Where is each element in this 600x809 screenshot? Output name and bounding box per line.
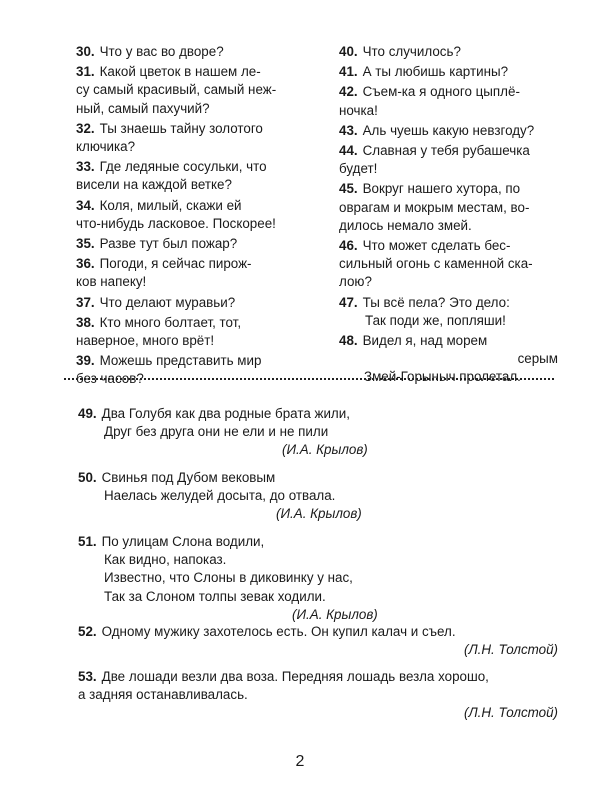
item-number: 34.: [76, 197, 95, 213]
item-text: лою?: [339, 274, 372, 290]
item-number: 39.: [76, 353, 95, 369]
item-number: 52.: [78, 624, 97, 639]
sentence-50: [78, 469, 564, 524]
sentence-35: [76, 235, 298, 253]
item-text: Так за Слоном толпы зевак ходили.: [104, 588, 326, 604]
item-number: 37.: [76, 294, 95, 310]
item-number: 36.: [76, 256, 95, 272]
item-text: Вокруг нашего хутора, по: [362, 181, 521, 197]
sentence-45: [339, 180, 565, 235]
item-text: Что у вас во дворе?: [99, 44, 224, 59]
item-text: ков напеку!: [76, 274, 147, 290]
item-text: Съем-ка я одного цыплё-: [362, 84, 520, 100]
sentence-43: [339, 122, 565, 140]
item-text: Погоди, я сейчас пирож-: [99, 256, 252, 272]
item-text: сильный огонь с каменной ска-: [339, 256, 533, 272]
item-number: 30.: [76, 44, 95, 59]
item-number: 44.: [339, 143, 358, 159]
item-text: что-нибудь ласковое. Поскорее!: [76, 215, 276, 231]
item-text: ночка!: [339, 102, 378, 118]
item-text: Одному мужику захотелось есть. Он купил калач и съел.: [101, 624, 456, 639]
item-text: Наелась желудей досыта, до отвала.: [104, 488, 336, 504]
item-text: дилось немало змей.: [339, 217, 472, 233]
sentence-31: [76, 63, 298, 118]
sentence-30: [76, 43, 298, 61]
author-attribution: (И.А. Крылов): [282, 442, 368, 458]
author-attribution: (Л.Н. Толстой): [464, 642, 558, 658]
sentence-53: [78, 668, 564, 723]
item-text: Видел я, над морем: [362, 333, 488, 349]
item-text: Что может сделать бес-: [362, 238, 511, 254]
item-text: Ты знаешь тайну золотого: [99, 120, 263, 136]
item-text: Известно, что Слоны в диковинку у нас,: [104, 570, 353, 586]
item-text: без часов?: [76, 371, 144, 387]
item-text: Свинья под Дубом вековым: [101, 470, 276, 485]
item-text: а задняя останавливалась.: [78, 687, 248, 703]
left-column: [76, 43, 298, 391]
item-number: 47.: [339, 294, 358, 310]
item-text: Кто много болтает, тот,: [99, 314, 242, 330]
author-attribution: (И.А. Крылов): [276, 506, 362, 522]
item-number: 48.: [339, 333, 358, 349]
item-text: Змей-Горыныч пролетал.: [364, 369, 521, 385]
item-number: 51.: [78, 534, 97, 549]
item-number: 31.: [76, 64, 95, 80]
item-text: су самый красивый, самый неж-: [76, 82, 277, 98]
author-attribution: (Л.Н. Толстой): [464, 705, 558, 721]
item-text: Друг без друга они не ели и не пили: [104, 424, 329, 440]
sentence-34: [76, 197, 298, 233]
sentence-40: [339, 43, 565, 61]
sentence-39: [76, 352, 298, 388]
sentence-41: [339, 63, 565, 81]
item-text: По улицам Слона водили,: [101, 534, 265, 549]
item-text: Что случилось?: [362, 44, 461, 59]
item-text: Можешь представить мир: [99, 353, 262, 369]
item-number: 46.: [339, 238, 358, 254]
item-text: Две лошади везли два воза. Передняя лошадь везла хорошо,: [101, 669, 489, 684]
sentence-49: [78, 405, 564, 460]
sentence-47: [339, 294, 565, 330]
sentence-51: [78, 533, 564, 624]
item-number: 50.: [78, 470, 97, 485]
item-text: Что делают муравьи?: [99, 294, 236, 310]
right-column: [339, 43, 565, 389]
sentence-42: [339, 83, 565, 119]
sentence-32: [76, 120, 298, 156]
sentence-52: [78, 623, 564, 659]
item-number: 53.: [78, 669, 97, 684]
item-text: А ты любишь картины?: [362, 64, 509, 80]
item-number: 32.: [76, 120, 95, 136]
item-text: висели на каждой ветке?: [76, 177, 232, 193]
item-text: Как видно, напоказ.: [104, 552, 227, 568]
item-text: серым: [517, 351, 558, 367]
item-text: оврагам и мокрым местам, во-: [339, 199, 530, 215]
item-text: ключика?: [76, 139, 136, 155]
item-text: Где ледяные сосульки, что: [99, 159, 267, 175]
sentence-38: [76, 314, 298, 350]
item-text: Коля, милый, скажи ей: [99, 197, 242, 213]
item-text: Разве тут был пожар?: [99, 236, 238, 252]
item-text: Два Голубя как два родные брата жили,: [101, 406, 350, 421]
sentence-37: [76, 294, 298, 312]
item-text: Аль чуешь какую невзгоду?: [362, 122, 535, 138]
item-text: будет!: [339, 161, 378, 177]
sentence-36: [76, 255, 298, 291]
page-number: 2: [295, 753, 305, 770]
item-number: 49.: [78, 406, 97, 421]
item-text: ный, самый пахучий?: [76, 100, 210, 116]
item-text: Какой цветок в нашем ле-: [99, 64, 261, 80]
item-number: 41.: [339, 64, 358, 80]
item-number: 42.: [339, 84, 358, 100]
item-text: Так поди же, попляши!: [365, 312, 506, 328]
item-text: Славная у тебя рубашечка: [362, 143, 530, 159]
item-number: 43.: [339, 122, 358, 138]
item-number: 45.: [339, 181, 358, 197]
item-number: 38.: [76, 314, 95, 330]
item-number: 35.: [76, 236, 95, 252]
item-number: 40.: [339, 44, 358, 59]
dotted-separator: [64, 378, 554, 380]
sentence-33: [76, 158, 298, 194]
sentence-46: [339, 237, 565, 292]
author-attribution: (И.А. Крылов): [292, 606, 378, 622]
item-text: наверное, много врёт!: [76, 333, 215, 349]
sentence-44: [339, 142, 565, 178]
item-number: 33.: [76, 159, 95, 175]
item-text: Ты всё пела? Это дело:: [362, 294, 510, 310]
